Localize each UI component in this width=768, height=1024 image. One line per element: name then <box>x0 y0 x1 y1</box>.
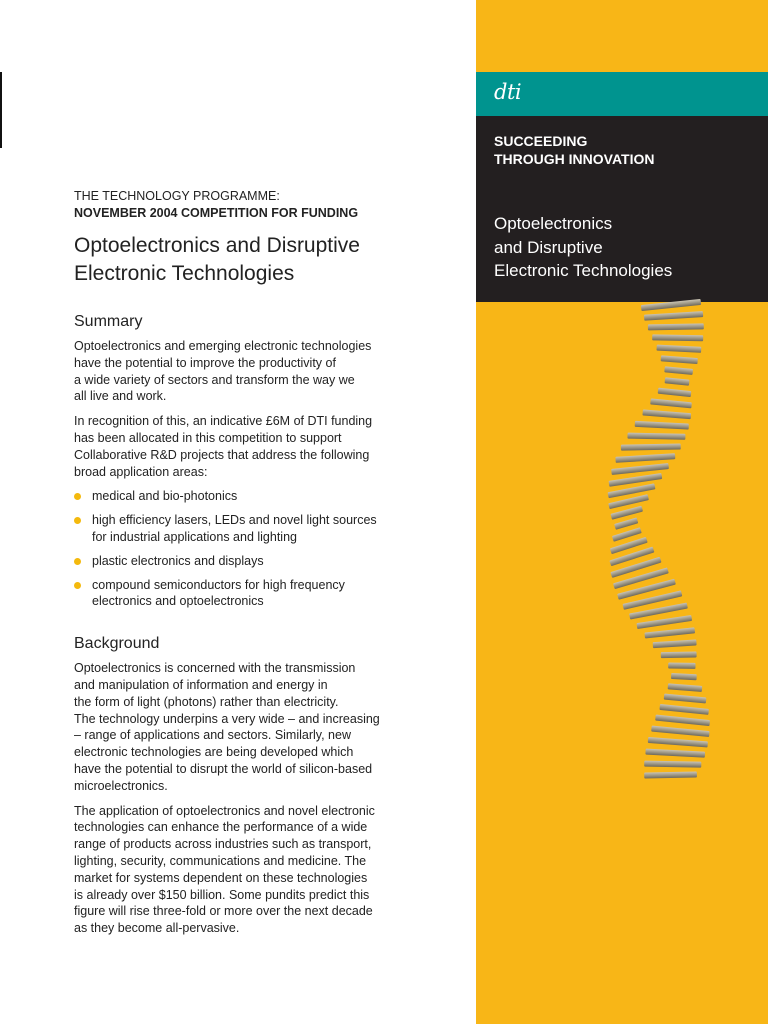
stair-step <box>642 409 691 419</box>
stair-step <box>621 444 681 451</box>
stair-step <box>665 377 690 385</box>
summary-heading: Summary <box>74 313 143 330</box>
stair-step <box>653 639 697 648</box>
summary-paragraph-2: In recognition of this, an indicative £6M of DTI funding has been allocated in this competition to support Collaborative R&D projects that address the following broad application areas: <box>74 414 373 479</box>
crop-mark <box>0 72 2 148</box>
bullet-icon <box>74 517 81 524</box>
stair-step <box>661 651 697 658</box>
stair-step <box>664 366 693 375</box>
bullet-icon <box>74 493 81 500</box>
stair-step <box>671 673 697 680</box>
stair-step <box>641 299 701 311</box>
stair-step <box>668 683 703 692</box>
stair-step <box>652 334 703 341</box>
stair-step <box>655 715 710 727</box>
list-item-text: plastic electronics and displays <box>92 553 264 568</box>
list-item <box>74 512 454 546</box>
stair-step <box>615 453 675 463</box>
main-column <box>74 188 454 945</box>
stair-step <box>661 355 698 364</box>
list-item-text: medical and bio-photonics <box>92 489 238 504</box>
list-item <box>74 488 454 505</box>
stair-step <box>648 737 708 748</box>
stair-step <box>645 749 705 758</box>
staircase-steps <box>608 299 711 779</box>
page-title: Optoelectronics and Disruptive Electronic Technologies <box>74 234 360 285</box>
cover-panel <box>476 0 768 1024</box>
title-band <box>476 116 768 302</box>
list-item-text: compound semiconductors for high frequency electronics and optoelectronics <box>92 577 345 609</box>
stair-step <box>664 694 707 704</box>
stair-step <box>651 726 710 737</box>
stair-step <box>627 433 685 440</box>
cover-subject: Optoelectronics and Disruptive Electronic Technologies <box>494 214 673 280</box>
bullet-icon <box>74 558 81 565</box>
spiral-staircase-illustration <box>476 290 768 810</box>
background-heading: Background <box>74 635 160 653</box>
background-paragraph-1: Optoelectronics is concerned with the transmission and manipulation of information and energy in the form of light (photons) rather than electricity. The technology underpins a very wide – and increasing – range of applications and sectors. Similarly, new electronic technologies are being developed which have the potential to disrupt the world of silicon-based microelectronics. <box>74 661 380 793</box>
stair-step <box>614 517 638 529</box>
stair-step <box>659 704 709 715</box>
competition-label: NOVEMBER 2004 COMPETITION FOR FUNDING <box>74 206 359 220</box>
stair-step <box>644 627 695 638</box>
programme-label: THE TECHNOLOGY PROGRAMME: <box>74 189 280 203</box>
slogan: SUCCEEDING THROUGH INNOVATION <box>494 133 655 167</box>
stair-step <box>656 345 701 353</box>
stair-step <box>644 771 697 778</box>
stair-step <box>644 761 701 768</box>
stair-step <box>650 398 692 408</box>
background-paragraph-2: The application of optoelectronics and novel electronic technologies can enhance the performance of a wide range of products across industries such as transport, lighting, security, communications and medicine. The market for systems dependent on these technologies is already over $150 billion. Some pundits predict this figure will rise three-fold or more over the next decade as they become all-pervasive. <box>74 803 375 936</box>
dti-logo: dti <box>494 80 522 104</box>
summary-paragraph-1: Optoelectronics and emerging electronic technologies have the potential to improve the productivity of a wide variety of sectors and transform the way we all live and work. <box>74 339 372 404</box>
stair-step <box>644 311 703 321</box>
stair-step <box>668 662 695 668</box>
stair-step <box>636 615 692 629</box>
logo-band <box>476 72 768 116</box>
list-item <box>74 553 454 570</box>
list-item <box>74 577 454 611</box>
stair-step <box>658 388 692 397</box>
application-areas-list <box>74 488 454 610</box>
stair-step <box>635 421 689 430</box>
list-item-text: high efficiency lasers, LEDs and novel light sources for industrial applications and lighting <box>92 513 377 544</box>
bullet-icon <box>74 582 81 589</box>
stair-step <box>648 323 704 330</box>
